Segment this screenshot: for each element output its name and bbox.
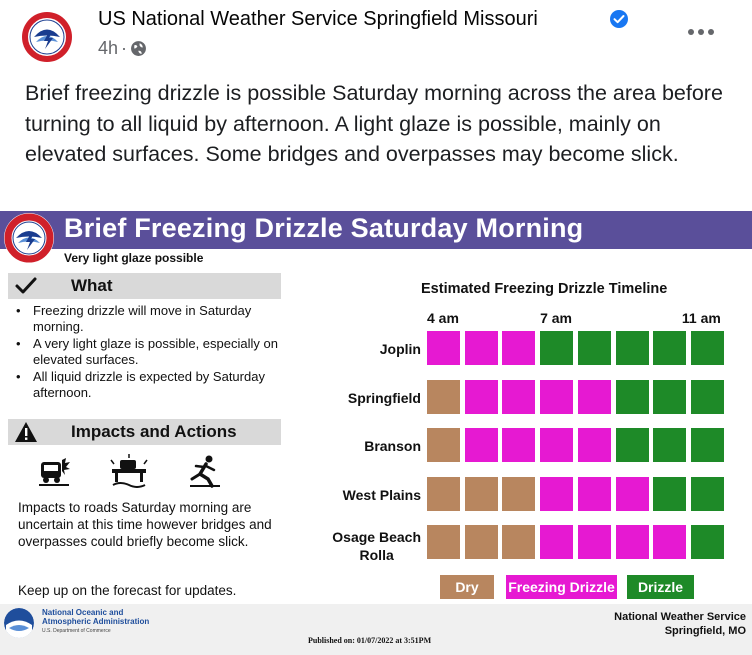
timeline-cell-drizzle — [653, 331, 686, 365]
timeline-cell-freezing — [616, 525, 649, 559]
graphic-footer — [0, 604, 752, 655]
timeline-row-label — [332, 528, 421, 564]
impacts-heading: Impacts and Actions — [71, 422, 237, 441]
timeline-cell-dry — [502, 477, 535, 511]
timeline-row-label — [348, 389, 421, 407]
timeline-cell-dry — [502, 525, 535, 559]
timeline-cell-drizzle — [540, 331, 573, 365]
what-list — [16, 303, 281, 402]
timeline-cell-freezing — [540, 477, 573, 511]
nws-logo-icon — [4, 213, 54, 263]
timeline-cell-drizzle — [653, 428, 686, 462]
person-slipping-icon — [188, 454, 222, 488]
slippery-bridge-icon — [110, 454, 148, 488]
meta-separator: · — [121, 38, 128, 58]
what-bullet: • All liquid drizzle is expected by Saturday afternoon. — [16, 369, 281, 401]
timeline-cell-dry — [427, 380, 460, 414]
verified-badge-icon — [609, 9, 629, 29]
noaa-department: U.S. Department of Commerce — [42, 628, 111, 634]
timeline-cell-drizzle — [616, 380, 649, 414]
graphic-nws-logo — [4, 213, 54, 263]
post-timestamp[interactable]: 4h — [98, 38, 119, 58]
legend-freezing: Freezing Drizzle — [506, 575, 617, 599]
timeline-row-label-line: West Plains — [342, 486, 421, 503]
timeline-cell-drizzle — [653, 380, 686, 414]
car-crash-icon — [38, 454, 72, 488]
timeline-cell-drizzle — [616, 331, 649, 365]
impacts-text: Impacts to roads Saturday morning are uncertain at this time however bridges and overpasses could briefly become slick. — [18, 500, 272, 549]
timeline-cell-freezing — [427, 331, 460, 365]
timeline-cell-freezing — [653, 525, 686, 559]
timeline-row-label-line: Rolla — [359, 547, 394, 563]
noaa-name-line1: National Oceanic and — [42, 608, 124, 617]
timeline-row-label-line: Branson — [364, 438, 421, 454]
more-options-button[interactable] — [685, 20, 717, 44]
checkmark-icon — [14, 275, 38, 297]
timeline-cell-drizzle — [616, 428, 649, 462]
globe-icon[interactable] — [130, 40, 147, 57]
what-section-header — [8, 273, 281, 299]
timeline-cell-freezing — [540, 428, 573, 462]
impact-icons — [38, 454, 238, 488]
timeline-cell-freezing — [578, 525, 611, 559]
noaa-name — [42, 608, 149, 626]
what-bullet: • Freezing drizzle will move in Saturday morning. — [16, 303, 281, 335]
timeline-cell-freezing — [578, 380, 611, 414]
nws-office — [614, 610, 746, 638]
timeline-cell-freezing — [502, 428, 535, 462]
more-horizontal-icon — [687, 28, 715, 36]
timeline-cell-dry — [427, 525, 460, 559]
timeline-cell-freezing — [578, 428, 611, 462]
graphic-title: Brief Freezing Drizzle Saturday Morning — [64, 213, 584, 243]
forecast-note: Keep up on the forecast for updates. — [18, 583, 237, 598]
timeline-row-label-line: Joplin — [379, 341, 421, 357]
timeline-row-label-line: Osage Beach — [332, 529, 421, 545]
noaa-name-line2: Atmospheric Administration — [42, 617, 150, 626]
timeline-row-label-line: Springfield — [347, 389, 421, 406]
timeline-cell-dry — [427, 477, 460, 511]
post-image[interactable] — [0, 211, 752, 655]
timeline-cell-freezing — [465, 380, 498, 414]
timeline-cell-freezing — [465, 331, 498, 365]
timeline-cell-freezing — [616, 477, 649, 511]
legend-drizzle: Drizzle — [627, 575, 694, 599]
timeline-cell-drizzle — [653, 477, 686, 511]
post-meta — [98, 38, 147, 59]
timeline-cell-drizzle — [691, 477, 724, 511]
timeline-cell-drizzle — [578, 331, 611, 365]
timeline-time-label: 7 am — [540, 310, 573, 326]
timeline-cell-freezing — [540, 525, 573, 559]
timeline-cell-freezing — [578, 477, 611, 511]
timeline-cell-drizzle — [691, 331, 724, 365]
timeline-cell-freezing — [540, 380, 573, 414]
timeline-time-label: 4 am — [427, 310, 459, 326]
timeline-cell-drizzle — [691, 428, 724, 462]
timeline-cell-freezing — [502, 331, 535, 365]
published-timestamp: Published on: 01/07/2022 at 3:51PM — [308, 636, 432, 645]
timeline-cell-freezing — [465, 428, 498, 462]
noaa-logo — [4, 608, 34, 638]
noaa-logo-icon — [4, 608, 34, 638]
page-name[interactable]: US National Weather Service Springfield Missouri — [98, 8, 538, 30]
office-line2: Springfield, MO — [664, 625, 746, 637]
timeline-row-label — [364, 437, 421, 455]
warning-icon — [14, 421, 38, 443]
impacts-section-header — [8, 419, 281, 445]
what-heading: What — [71, 276, 113, 295]
page-avatar[interactable] — [22, 12, 72, 62]
timeline-cell-dry — [465, 477, 498, 511]
what-bullet: • A very light glaze is possible, especially on elevated surfaces. — [16, 336, 281, 368]
timeline-cell-dry — [465, 525, 498, 559]
timeline-cell-freezing — [502, 380, 535, 414]
post-header — [0, 0, 752, 70]
timeline-cell-dry — [427, 428, 460, 462]
graphic-subtitle: Very light glaze possible — [64, 251, 204, 265]
timeline-cell-drizzle — [691, 380, 724, 414]
legend-dry: Dry — [440, 575, 494, 599]
timeline-title: Estimated Freezing Drizzle Timeline — [421, 281, 668, 297]
timeline-time-label: 11 am — [681, 310, 721, 326]
office-line1: National Weather Service — [614, 611, 746, 623]
timeline-row-label — [343, 486, 421, 504]
nws-logo-icon — [22, 12, 72, 62]
post-text: Brief freezing drizzle is possible Saturday morning across the area before turning to all liquid by afternoon. A light glaze is possible, mainly on elevated surfaces. Some bridges and overpasses may become slick. — [25, 81, 723, 166]
timeline-row-label — [380, 340, 421, 358]
timeline-cell-drizzle — [691, 525, 724, 559]
